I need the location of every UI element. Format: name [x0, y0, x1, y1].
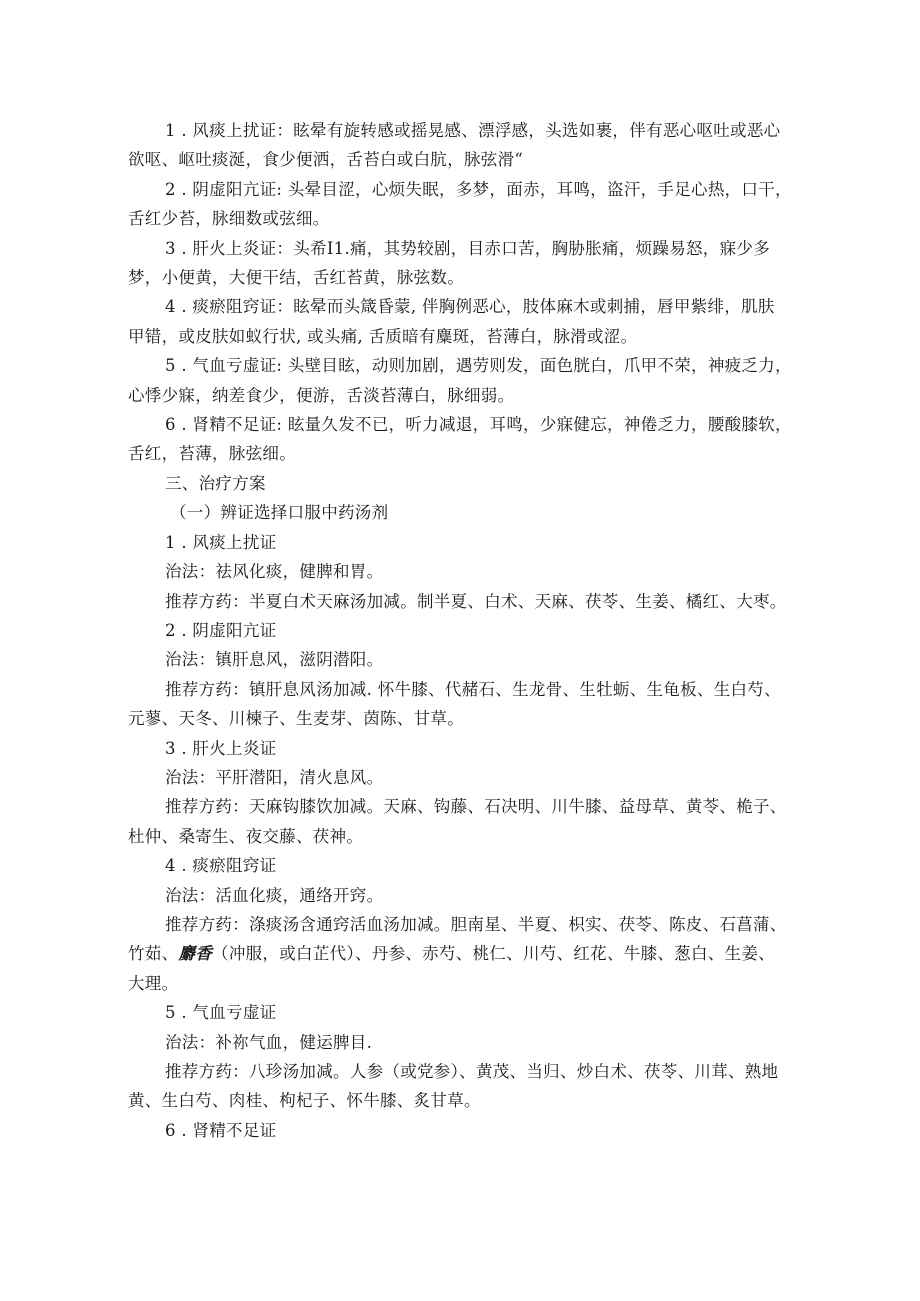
treatment-3-formula-line-2: 杜仲、桑寄生、夜交藤、茯神。	[128, 826, 364, 846]
treatment-3-method: 治法：平肝潜阳，清火息风。	[165, 767, 384, 787]
formula-text-rest: （冲服，或白芷代）、丹参、赤芍、桃仁、川芍、红花、牛膝、葱白、生姜、	[212, 944, 775, 964]
syndrome-2-line-2: 舌红少苔，脉细数或弦细。	[128, 209, 330, 229]
document-body	[128, 116, 798, 1145]
syndrome-5-line-2: 心悸少寐，纳差食少，便游，舌淡苔薄白，脉细弱。	[128, 385, 515, 405]
syndrome-5-line-1: 5 . 气血亏虚证: 头壁目眩，动则加剧，遇劳则发，面色胱白，爪甲不荣，神疲乏力，	[165, 356, 792, 376]
treatment-2-heading: 2 . 阴虚阳亢证	[165, 620, 277, 640]
syndrome-6-line-2: 舌红，苔薄，脉弦细。	[128, 444, 296, 464]
treatment-2-method: 治法：镇肝息风，滋阴潜阳。	[165, 650, 384, 670]
syndrome-6-line-1: 6 . 肾精不足证: 眩量久发不已，听力减退，耳鸣，少寐健忘，神倦乏力，腰酸膝软，	[165, 415, 792, 435]
treatment-2-formula-line-1: 推荐方药：镇肝息风汤加减. 怀牛膝、代赭石、生龙骨、生牡蛎、生龟板、生白芍、	[165, 679, 781, 699]
treatment-5-formula-line-1: 推荐方药：八珍汤加减。人参（或党参）、黄茂、当归、炒白术、茯苓、川茸、熟地	[165, 1062, 779, 1081]
section-heading-treatment: 三、治疗方案	[165, 473, 266, 493]
treatment-1-formula: 推荐方药：半夏白术天麻汤加减。制半夏、白术、天麻、茯苓、生姜、橘红、大枣。	[165, 591, 787, 611]
treatment-3-formula-line-1: 推荐方药：天麻钩膝饮加减。天麻、钩藤、石决明、川牛膝、益母草、黄苓、桅子、	[165, 797, 787, 817]
treatment-4-method: 治法：活血化痰，通络开窍。	[165, 885, 384, 905]
treatment-5-heading: 5 . 气血亏虚证	[165, 1003, 277, 1023]
syndrome-4-line-2: 甲错，或皮肤如蚁行状, 或头痛, 舌质暗有麋斑，苔薄白，脉滑或涩。	[128, 326, 638, 346]
treatment-1-method: 治法：祛风化痰，健脾和胃。	[165, 562, 384, 582]
formula-text-start: 竹茹、	[128, 944, 179, 964]
treatment-2-formula-line-2: 元蓼、天冬、川楝子、生麦芽、茵陈、甘草。	[128, 709, 464, 729]
treatment-5-method: 治法：补祢气血，健运脾目.	[165, 1032, 373, 1052]
syndrome-1-line-1: 1 . 风痰上扰证：眩晕有旋转感或摇晃感、漂浮感，头选如裹，伴有恶心呕吐或恶心	[165, 121, 781, 140]
syndrome-4-line-1: 4 . 痰瘀阻窍证：眩晕而头箴昏蒙, 伴胸例恶心，肢体麻木或刺捕，唇甲紫绯，肌肤	[165, 297, 775, 317]
treatment-5-formula-line-2: 黄、生白芍、肉桂、枸杞子、怀牛膝、炙甘草。	[128, 1091, 481, 1111]
syndrome-3-line-1: 3 . 肝火上炎证：头希I1.痛，其势较剧，目赤口苦，胸胁胀痛，烦躁易怒，寐少多	[165, 238, 770, 258]
treatment-3-heading: 3 . 肝火上炎证	[165, 738, 277, 758]
treatment-6-heading: 6 . 肾精不足证	[165, 1120, 277, 1140]
treatment-4-formula-line-2	[128, 939, 798, 968]
syndrome-1-line-2: 欲呕、岖吐痰涎，食少便洒，舌苔白或白肮，脉弦滑“	[128, 150, 524, 170]
subsection-heading-oral-decoction: （一）辨证选择口服中药汤剂	[170, 503, 389, 523]
treatment-4-formula-line-1: 推荐方药：涤痰汤含通窍活血汤加减。胆南星、半夏、枳实、茯苓、陈皮、石菖蒲、	[165, 914, 787, 934]
musk-emphasis: 麝香	[178, 944, 213, 964]
syndrome-3-line-2: 梦，小便黄，大便干结，舌红苔黄，脉弦数。	[128, 268, 464, 288]
treatment-4-heading: 4 . 痰瘀阻窍证	[165, 856, 277, 876]
treatment-1-heading: 1 . 风痰上扰证	[165, 532, 277, 552]
treatment-4-formula-line-3: 大理。	[128, 973, 179, 993]
syndrome-2-line-1: 2 . 阴虚阳亢证: 头晕目涩，心烦失眠，多梦，面赤，耳鸣，盗汗，手足心热，口干，	[165, 179, 792, 199]
